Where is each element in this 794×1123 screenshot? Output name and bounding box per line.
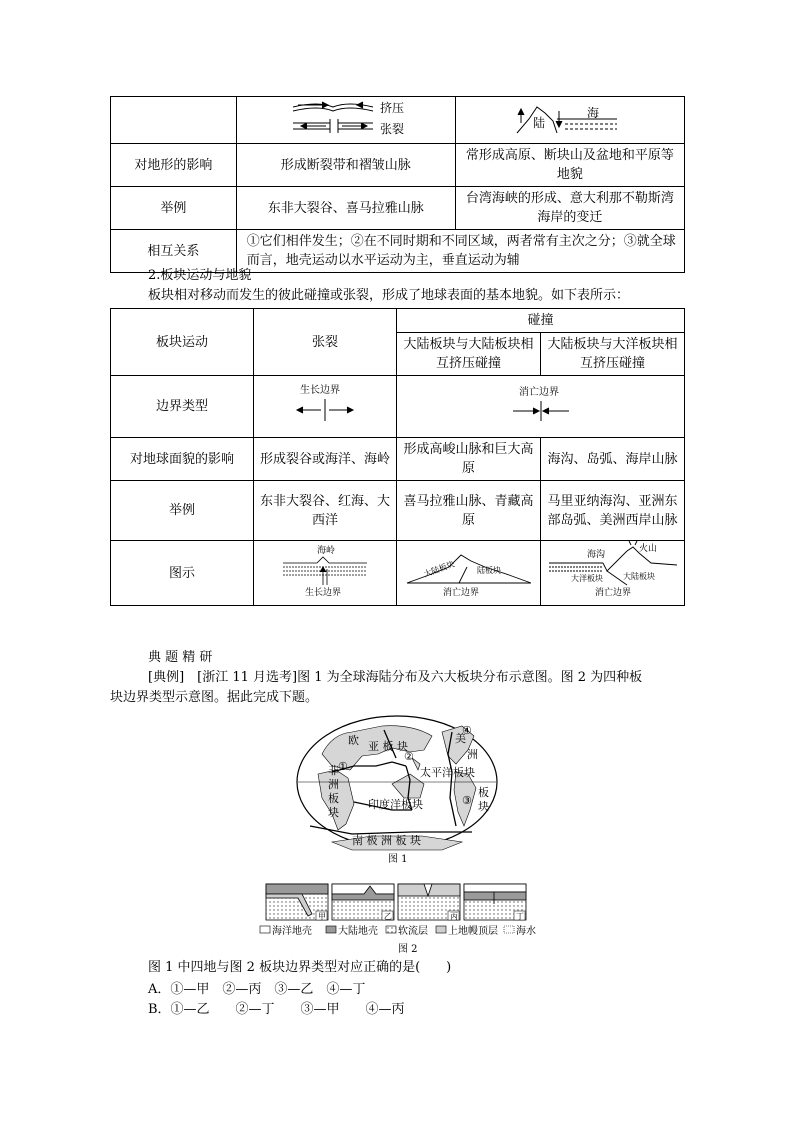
t2-figure-cc <box>397 541 541 606</box>
world-plates-map <box>292 714 502 870</box>
perish-boundary-label: 消亡边界 <box>518 386 559 398</box>
compress-split-diagram <box>238 97 453 137</box>
legend-asthenosphere: 软流层 <box>398 926 428 937</box>
section2-title: 2.板块运动与地貌 <box>148 268 252 283</box>
ocean-ridge-figure <box>255 541 395 599</box>
map-marker-3: ③ <box>462 794 472 807</box>
section2-intro: 板块相对移动而发生的彼此碰撞或张裂，形成了地球表面的基本地貌。如下表所示： <box>148 288 630 303</box>
table1-horizontal-example: 东非大裂谷、喜马拉雅山脉 <box>236 187 455 230</box>
t2-boundary-header: 边界类型 <box>111 376 254 438</box>
legend-seawater: 海水 <box>516 926 536 937</box>
legend-upper-mantle: 上地幔顶层 <box>448 926 498 937</box>
map-marker-2: ② <box>404 750 414 763</box>
t2-influence-header: 对地球面貌的影响 <box>111 438 254 481</box>
t2-head-cc: 大陆板块与大陆板块相互挤压碰撞 <box>397 333 541 376</box>
map-label-america3-1: 块 <box>478 800 489 813</box>
t2-example-header: 举例 <box>111 481 254 541</box>
table1-corner-cell <box>111 97 237 144</box>
t2-influence-split: 形成裂谷或海洋、海岭 <box>254 438 397 481</box>
table1-header-example: 举例 <box>111 187 237 230</box>
t2-head-collide: 碰撞 <box>397 309 685 333</box>
map-label-america3-0: 板 <box>478 786 489 799</box>
grow-boundary-label: 生长边界 <box>300 384 340 396</box>
cc-perish-label: 消亡边界 <box>442 588 479 598</box>
question-option-a: A．①—甲 ②—丙 ③—乙 ④—丁 <box>148 982 366 997</box>
table1-header-influence: 对地形的影响 <box>111 144 237 187</box>
split-label: 张裂 <box>380 122 405 136</box>
trench-label: 海沟 <box>586 550 605 560</box>
co-perish-label: 消亡边界 <box>594 588 631 598</box>
question-option-b: B．①—乙 ②—丁 ③—甲 ④—丙 <box>148 1002 405 1017</box>
t2-influence-co: 海沟、岛弧、海岸山脉 <box>541 438 685 481</box>
fig2-panel-bing: 丙 <box>450 912 458 921</box>
cc-right-label: 陆板块 <box>476 566 501 575</box>
volcano-label: 火山 <box>638 544 657 554</box>
fig2-panel-jia: 甲 <box>318 912 326 921</box>
ocean-plate-label: 大洋板块 <box>570 574 603 583</box>
land-label: 陆 <box>533 116 546 130</box>
t2-influence-cc: 形成高峻山脉和巨大高原 <box>397 438 541 481</box>
legend-continental-crust: 大陆地壳 <box>338 926 378 937</box>
study-question-line2: 块边界类型示意图。据此完成下题。 <box>110 690 319 705</box>
t2-head-co: 大陆板块与大洋板块相互挤压碰撞 <box>541 333 685 376</box>
t2-figure-co <box>541 541 685 606</box>
map-label-africa-0: 非 <box>328 764 339 777</box>
map-marker-4: ④ <box>462 724 472 737</box>
table1-horizontal-influence: 形成断裂带和褶皱山脉 <box>236 144 455 187</box>
cont-plate-label: 大陆板块 <box>622 572 655 581</box>
map-label-antarctic: 南 极 洲 板 块 <box>352 834 421 847</box>
map-label-eurasia2: 亚 板 块 <box>368 740 408 753</box>
t2-head-split: 张裂 <box>254 309 397 376</box>
ridge-label: 海岭 <box>317 546 336 556</box>
continent-collision-figure <box>399 541 539 599</box>
table-plate-motion <box>110 308 685 606</box>
t2-head-motion: 板块运动 <box>111 309 254 376</box>
cc-left-label: 大陆板块 <box>422 559 456 579</box>
perish-boundary-diagram <box>401 379 681 429</box>
fig1-caption: 图 1 <box>388 854 408 865</box>
map-label-eurasia1: 欧 <box>348 734 359 747</box>
fig2-caption: 图 2 <box>398 944 418 955</box>
fig2-panel-ding: 丁 <box>516 912 524 921</box>
compress-label: 挤压 <box>380 101 405 115</box>
map-label-africa-1: 洲 <box>328 778 339 791</box>
map-label-pacific: 太平洋板块 <box>420 766 475 779</box>
table1-header-relation: 相互关系 <box>111 230 237 273</box>
map-label-america1: 美 <box>455 732 466 745</box>
grow-boundary-diagram <box>255 379 395 429</box>
ocean-continent-figure <box>543 541 683 599</box>
vertical-diagram-cell <box>455 97 684 144</box>
study-heading: 典 题 精 研 <box>148 650 213 665</box>
map-label-africa-2: 板 <box>328 792 339 805</box>
horizontal-diagram-cell <box>236 97 455 144</box>
t2-example-split: 东非大裂谷、红海、大西洋 <box>254 481 397 541</box>
question-stem: 图 1 中四地与图 2 板块边界类型对应正确的是( ) <box>148 960 452 975</box>
grow-figure-label: 生长边界 <box>305 588 342 598</box>
t2-figure-header: 图示 <box>111 541 254 606</box>
table1-relation-text: ①它们相伴发生；②在不同时期和不同区域，两者常有主次之分；③就全球而言，地壳运动以水平运动为主，垂直运动为辅 <box>236 230 684 273</box>
t2-perish-boundary-cell <box>397 376 685 438</box>
fig2-legend <box>258 922 548 938</box>
table1-vertical-example: 台湾海峡的形成、意大利那不勒斯湾海岸的变迁 <box>455 187 684 230</box>
t2-grow-boundary-cell <box>254 376 397 438</box>
map-marker-1: ① <box>338 760 348 773</box>
land-sea-diagram <box>457 97 682 137</box>
study-question-line1: [典例] [浙江 11 月选考]图 1 为全球海陆分布及六大板块分布示意图。图 2 为四种板 <box>148 670 643 685</box>
t2-example-co: 马里亚纳海沟、亚洲东部岛弧、美洲西岸山脉 <box>541 481 685 541</box>
t2-figure-split <box>254 541 397 606</box>
fig2-panel-yi: 乙 <box>384 912 392 921</box>
map-label-africa-3: 块 <box>328 806 339 819</box>
legend-ocean-crust: 海洋地壳 <box>272 926 312 937</box>
table1-vertical-influence: 常形成高原、断块山及盆地和平原等地貌 <box>455 144 684 187</box>
table-crustal-movement <box>110 96 685 273</box>
map-label-indian: 印度洋板块 <box>368 798 423 811</box>
sea-label: 海 <box>587 106 600 120</box>
t2-example-cc: 喜马拉雅山脉、青藏高原 <box>397 481 541 541</box>
map-label-america2: 洲 <box>467 748 478 761</box>
